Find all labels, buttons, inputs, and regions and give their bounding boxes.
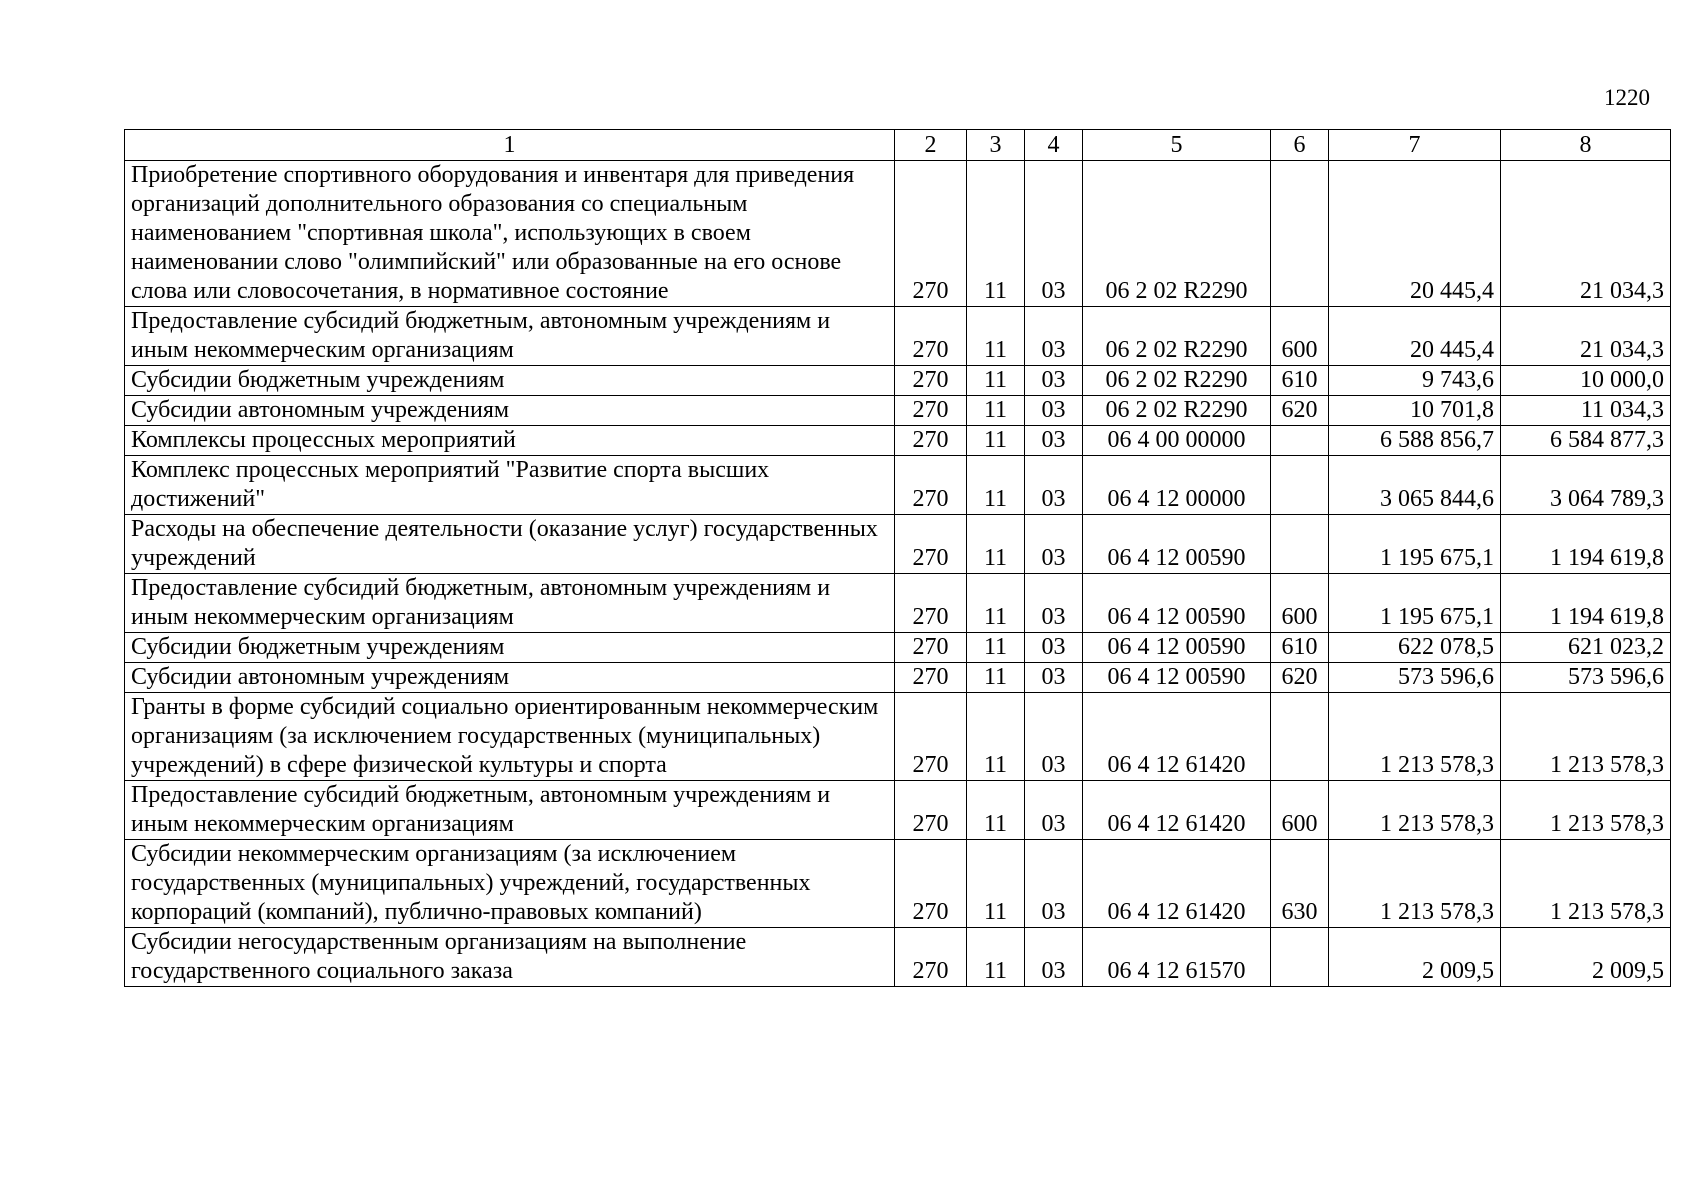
amount-col7-cell: 1 213 578,3: [1329, 781, 1501, 840]
table-row: [125, 663, 1671, 693]
table-row: [125, 693, 1671, 781]
target-article-cell: 06 4 12 00000: [1083, 456, 1271, 515]
section-cell: 11: [967, 781, 1025, 840]
subsection-cell: 03: [1025, 515, 1083, 574]
section-cell: 11: [967, 663, 1025, 693]
table-row: [125, 574, 1671, 633]
ministry-code-cell: 270: [895, 840, 967, 928]
column-header: 4: [1025, 130, 1083, 161]
table-row: [125, 366, 1671, 396]
ministry-code-cell: 270: [895, 928, 967, 987]
column-header: 3: [967, 130, 1025, 161]
target-article-cell: 06 4 12 61420: [1083, 693, 1271, 781]
expense-name-cell: Субсидии автономным учреждениям: [125, 663, 895, 693]
amount-col8-cell: 1 213 578,3: [1501, 781, 1671, 840]
amount-col8-cell: 1 194 619,8: [1501, 574, 1671, 633]
ministry-code-cell: 270: [895, 456, 967, 515]
amount-col8-cell: 21 034,3: [1501, 161, 1671, 307]
ministry-code-cell: 270: [895, 633, 967, 663]
target-article-cell: 06 4 12 00590: [1083, 633, 1271, 663]
target-article-cell: 06 4 12 00590: [1083, 515, 1271, 574]
page-number: 1220: [1604, 85, 1650, 110]
column-header: 6: [1271, 130, 1329, 161]
expense-type-cell: 620: [1271, 663, 1329, 693]
amount-col8-cell: 573 596,6: [1501, 663, 1671, 693]
section-cell: 11: [967, 840, 1025, 928]
subsection-cell: 03: [1025, 426, 1083, 456]
column-header: 2: [895, 130, 967, 161]
header-row: [125, 130, 1671, 161]
amount-col7-cell: 2 009,5: [1329, 928, 1501, 987]
subsection-cell: 03: [1025, 574, 1083, 633]
expense-type-cell: 610: [1271, 366, 1329, 396]
ministry-code-cell: 270: [895, 781, 967, 840]
expense-name-cell: Предоставление субсидий бюджетным, автономным учреждениям и иным некоммерческим организациям: [125, 307, 895, 366]
amount-col7-cell: 3 065 844,6: [1329, 456, 1501, 515]
amount-col7-cell: 10 701,8: [1329, 396, 1501, 426]
column-header: 8: [1501, 130, 1671, 161]
amount-col7-cell: 573 596,6: [1329, 663, 1501, 693]
subsection-cell: 03: [1025, 633, 1083, 663]
expense-type-cell: 600: [1271, 307, 1329, 366]
subsection-cell: 03: [1025, 928, 1083, 987]
expense-name-cell: Расходы на обеспечение деятельности (оказание услуг) государственных учреждений: [125, 515, 895, 574]
section-cell: 11: [967, 928, 1025, 987]
expense-type-cell: 630: [1271, 840, 1329, 928]
amount-col7-cell: 1 195 675,1: [1329, 574, 1501, 633]
section-cell: 11: [967, 426, 1025, 456]
amount-col7-cell: 20 445,4: [1329, 307, 1501, 366]
amount-col7-cell: 1 213 578,3: [1329, 693, 1501, 781]
subsection-cell: 03: [1025, 456, 1083, 515]
expense-name-cell: Субсидии негосударственным организациям на выполнение государственного социального заказа: [125, 928, 895, 987]
section-cell: 11: [967, 633, 1025, 663]
table-row: [125, 515, 1671, 574]
amount-col8-cell: 6 584 877,3: [1501, 426, 1671, 456]
column-header: 1: [125, 130, 895, 161]
amount-col7-cell: 9 743,6: [1329, 366, 1501, 396]
expense-name-cell: Комплексы процессных мероприятий: [125, 426, 895, 456]
table-row: [125, 396, 1671, 426]
table-row: [125, 426, 1671, 456]
column-header: 5: [1083, 130, 1271, 161]
subsection-cell: 03: [1025, 366, 1083, 396]
amount-col8-cell: 21 034,3: [1501, 307, 1671, 366]
target-article-cell: 06 4 12 61420: [1083, 840, 1271, 928]
table-row: [125, 456, 1671, 515]
expense-name-cell: Субсидии некоммерческим организациям (за исключением государственных (муниципальных) учреждений, государственных корпораций (компаний), публично-правовых компаний): [125, 840, 895, 928]
expense-name-cell: Приобретение спортивного оборудования и инвентаря для приведения организаций дополнительного образования со специальным наименованием "спортивная школа", использующих в своем наименовании слово "олимпийский" или образованные на его основе слова или словосочетания, в нормативное состояние: [125, 161, 895, 307]
expense-type-cell: 600: [1271, 574, 1329, 633]
ministry-code-cell: 270: [895, 426, 967, 456]
section-cell: 11: [967, 396, 1025, 426]
amount-col7-cell: 622 078,5: [1329, 633, 1501, 663]
section-cell: 11: [967, 515, 1025, 574]
subsection-cell: 03: [1025, 396, 1083, 426]
amount-col8-cell: 1 213 578,3: [1501, 693, 1671, 781]
expense-name-cell: Субсидии автономным учреждениям: [125, 396, 895, 426]
subsection-cell: 03: [1025, 663, 1083, 693]
target-article-cell: 06 2 02 R2290: [1083, 366, 1271, 396]
subsection-cell: 03: [1025, 693, 1083, 781]
table-row: [125, 307, 1671, 366]
subsection-cell: 03: [1025, 307, 1083, 366]
target-article-cell: 06 2 02 R2290: [1083, 396, 1271, 426]
ministry-code-cell: 270: [895, 307, 967, 366]
table-row: [125, 928, 1671, 987]
ministry-code-cell: 270: [895, 663, 967, 693]
table-row: [125, 633, 1671, 663]
table-row: [125, 781, 1671, 840]
expense-type-cell: [1271, 456, 1329, 515]
table-row: [125, 840, 1671, 928]
ministry-code-cell: 270: [895, 515, 967, 574]
ministry-code-cell: 270: [895, 161, 967, 307]
target-article-cell: 06 4 12 61420: [1083, 781, 1271, 840]
expense-type-cell: 600: [1271, 781, 1329, 840]
subsection-cell: 03: [1025, 781, 1083, 840]
section-cell: 11: [967, 456, 1025, 515]
expense-type-cell: [1271, 928, 1329, 987]
amount-col8-cell: 11 034,3: [1501, 396, 1671, 426]
target-article-cell: 06 2 02 R2290: [1083, 307, 1271, 366]
ministry-code-cell: 270: [895, 366, 967, 396]
column-header: 7: [1329, 130, 1501, 161]
section-cell: 11: [967, 307, 1025, 366]
amount-col7-cell: 1 195 675,1: [1329, 515, 1501, 574]
subsection-cell: 03: [1025, 161, 1083, 307]
expense-type-cell: 620: [1271, 396, 1329, 426]
ministry-code-cell: 270: [895, 693, 967, 781]
amount-col8-cell: 2 009,5: [1501, 928, 1671, 987]
target-article-cell: 06 4 00 00000: [1083, 426, 1271, 456]
amount-col8-cell: 10 000,0: [1501, 366, 1671, 396]
amount-col7-cell: 20 445,4: [1329, 161, 1501, 307]
ministry-code-cell: 270: [895, 574, 967, 633]
expense-name-cell: Предоставление субсидий бюджетным, автономным учреждениям и иным некоммерческим организациям: [125, 574, 895, 633]
expense-type-cell: [1271, 426, 1329, 456]
amount-col8-cell: 621 023,2: [1501, 633, 1671, 663]
target-article-cell: 06 4 12 00590: [1083, 663, 1271, 693]
amount-col7-cell: 1 213 578,3: [1329, 840, 1501, 928]
expense-name-cell: Гранты в форме субсидий социально ориентированным некоммерческим организациям (за исключением государственных (муниципальных) учреждений) в сфере физической культуры и спорта: [125, 693, 895, 781]
amount-col8-cell: 1 194 619,8: [1501, 515, 1671, 574]
amount-col7-cell: 6 588 856,7: [1329, 426, 1501, 456]
budget-table: [124, 129, 1671, 987]
expense-name-cell: Субсидии бюджетным учреждениям: [125, 366, 895, 396]
section-cell: 11: [967, 693, 1025, 781]
amount-col8-cell: 3 064 789,3: [1501, 456, 1671, 515]
expense-name-cell: Субсидии бюджетным учреждениям: [125, 633, 895, 663]
expense-type-cell: [1271, 693, 1329, 781]
section-cell: 11: [967, 161, 1025, 307]
amount-col8-cell: 1 213 578,3: [1501, 840, 1671, 928]
table-row: [125, 161, 1671, 307]
expense-name-cell: Предоставление субсидий бюджетным, автономным учреждениям и иным некоммерческим организациям: [125, 781, 895, 840]
expense-type-cell: [1271, 515, 1329, 574]
expense-type-cell: 610: [1271, 633, 1329, 663]
target-article-cell: 06 2 02 R2290: [1083, 161, 1271, 307]
section-cell: 11: [967, 366, 1025, 396]
expense-type-cell: [1271, 161, 1329, 307]
target-article-cell: 06 4 12 00590: [1083, 574, 1271, 633]
subsection-cell: 03: [1025, 840, 1083, 928]
section-cell: 11: [967, 574, 1025, 633]
expense-name-cell: Комплекс процессных мероприятий "Развитие спорта высших достижений": [125, 456, 895, 515]
target-article-cell: 06 4 12 61570: [1083, 928, 1271, 987]
ministry-code-cell: 270: [895, 396, 967, 426]
